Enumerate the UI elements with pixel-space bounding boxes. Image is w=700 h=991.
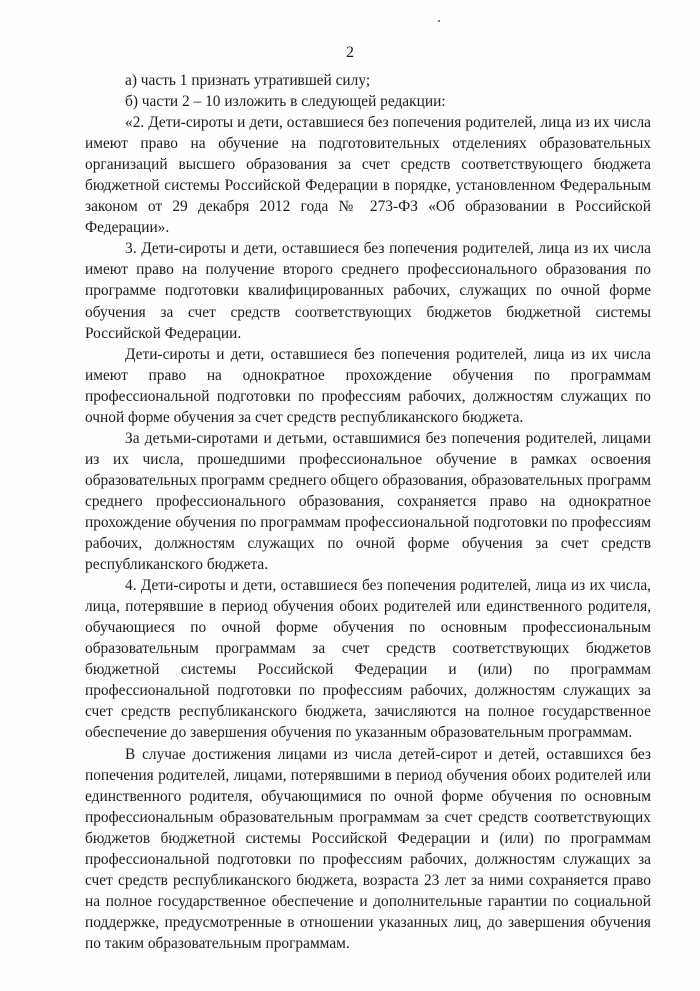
paragraph-part-3-cont-1: Дети-сироты и дети, оставшиеся без попечения родителей, лица из их числа имеют право на однократное прохождение обучения по программам профессиональной подготовки по профессиям рабочих, должностям служащих по очной форме обучения за счет средств республиканского бюджета. <box>85 345 651 426</box>
paragraph-part-4-cont: В случае достижения лицами из числа детей-сирот и детей, оставшихся без попечения родителей, лицами, потерявшими в период обучения обоих родителей или единственного родителя, обучающимися по очной форме обучения по основным профессиональным образовательным программам за счет средств соответствующих бюджетов бюджетной системы Российской Федерации и (или) по программам профессиональной подготовки по профессиям рабочих, должностям служащих за счет средств республиканского бюджета, возраста 23 лет за ними сохраняется право на полное государственное обеспечение и дополнительные гарантии по социальной поддержке, предусмотренные в отношении указанных лиц, до завершения обучения по таким образовательным программам. <box>85 745 651 952</box>
amendment-item-b: б) части 2 – 10 изложить в следующей редакции: <box>125 93 446 111</box>
amendment-item-a: а) часть 1 признать утратившей силу; <box>125 72 371 89</box>
paragraph-part-3: 3. Дети-сироты и дети, оставшиеся без попечения родителей, лица из их числа имеют право на получение второго среднего профессионального образования по программе подготовки квалифицированных рабочих, служащих по очной форме обучения за счет средств соответствующих бюджетов бюджетной системы Российской Федерации. <box>85 240 651 342</box>
paragraph-part-3-cont-2: За детьми-сиротами и детьми, оставшимися без попечения родителей, лицами из их числа, прошедшими профессиональное обучение в рамках освоения образовательных программ среднего общего образования, образовательных программ среднего профессионального образования, сохраняется право на однократное прохождение обучения по программам профессиональной подготовки по профессиям рабочих, должностям служащих по очной форме обучения за счет средств республиканского бюджета. <box>85 429 651 574</box>
document-body <box>85 70 651 954</box>
paragraph-part-2: «2. Дети-сироты и дети, оставшиеся без попечения родителей, лица из их числа имеют право на обучение на подготовительных отделениях образовательных организаций высшего образования за счет средств соответствующего бюджета бюджетной системы Российской Федерации в порядке, установленном Федеральным законом от 29 декабря 2012 года № 273-ФЗ «Об образовании в Российской Федерации». <box>85 114 651 237</box>
paragraph-part-4: 4. Дети-сироты и дети, оставшиеся без попечения родителей, лица из их числа, лица, потерявшие в период обучения обоих родителей или единственного родителя, обучающиеся по очной форме обучения по основным профессиональным образовательным программам за счет средств соответствующих бюджетов бюджетной системы Российской Федерации и (или) по программам профессиональной подготовки по профессиям рабочих, должностям служащих за счет средств республиканского бюджета, зачисляются на полное государственное обеспечение до завершения обучения по указанным образовательным программам. <box>85 577 651 742</box>
scan-speck <box>438 20 440 22</box>
page-number: 2 <box>346 44 354 61</box>
